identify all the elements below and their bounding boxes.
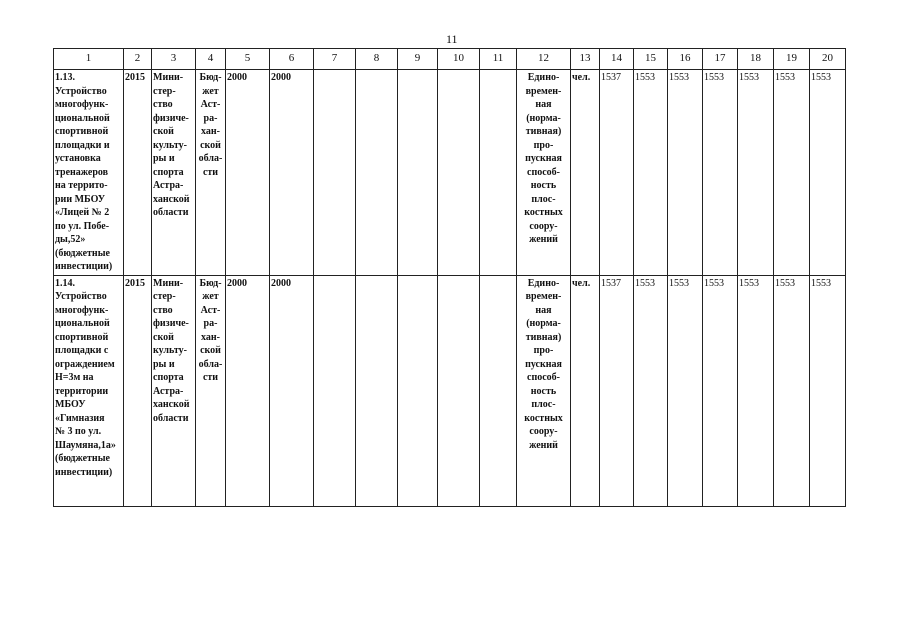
value-cell: 1553: [774, 275, 810, 506]
empty-cell: [398, 70, 438, 276]
header-cell: 8: [356, 49, 398, 70]
empty-cell: [314, 275, 356, 506]
header-cell: 17: [703, 49, 738, 70]
page-number: 11: [446, 32, 458, 46]
amount-cell: 2000: [226, 275, 270, 506]
header-cell: 5: [226, 49, 270, 70]
measure-name-cell: 1.14. Устройство многофунк- циональной спортивной площадки с ограждением H=3м на территории МБОУ «Гимназия № 3 по ул. Шаумяна,1а» (бюджетные инвестиции): [54, 275, 124, 506]
empty-cell: [438, 70, 480, 276]
value-cell: 1537: [600, 70, 634, 276]
indicator-cell: Едино- времен- ная (норма- тивная) про- пускная способ- ность плос- костных соору- жений: [517, 70, 571, 276]
header-cell: 9: [398, 49, 438, 70]
table-row: [54, 275, 846, 506]
header-cell: 10: [438, 49, 480, 70]
executor-cell: Мини- стер- ство физиче- ской культу- ры и спорта Астра- ханской области: [152, 70, 196, 276]
year-cell: 2015: [124, 70, 152, 276]
value-cell: 1553: [738, 70, 774, 276]
value-cell: 1553: [738, 275, 774, 506]
header-cell: 16: [668, 49, 703, 70]
amount-cell: 2000: [270, 275, 314, 506]
value-cell: 1553: [634, 70, 668, 276]
amount-cell: 2000: [270, 70, 314, 276]
unit-cell: чел.: [571, 275, 600, 506]
value-cell: 1553: [703, 70, 738, 276]
header-cell: 20: [810, 49, 846, 70]
empty-cell: [356, 275, 398, 506]
header-row: [54, 49, 846, 70]
value-cell: 1553: [668, 275, 703, 506]
amount-cell: 2000: [226, 70, 270, 276]
header-cell: 6: [270, 49, 314, 70]
year-cell: 2015: [124, 275, 152, 506]
value-cell: 1537: [600, 275, 634, 506]
header-cell: 18: [738, 49, 774, 70]
indicator-cell: Едино- времен- ная (норма- тивная) про- пускная способ- ность плос- костных соору- жений: [517, 275, 571, 506]
header-cell: 4: [196, 49, 226, 70]
unit-cell: чел.: [571, 70, 600, 276]
value-cell: 1553: [703, 275, 738, 506]
funding-source-cell: Бюд- жет Аст- ра- хан- ской обла- сти: [196, 275, 226, 506]
value-cell: 1553: [810, 70, 846, 276]
empty-cell: [438, 275, 480, 506]
header-cell: 14: [600, 49, 634, 70]
measure-name-cell: 1.13. Устройство многофунк- циональной спортивной площадки и установка тренажеров на террито- рии МБОУ «Лицей № 2 по ул. Побе- ды,52» (бюджетные инвестиции): [54, 70, 124, 276]
header-cell: 12: [517, 49, 571, 70]
header-cell: 15: [634, 49, 668, 70]
value-cell: 1553: [668, 70, 703, 276]
value-cell: 1553: [634, 275, 668, 506]
header-cell: 1: [54, 49, 124, 70]
empty-cell: [398, 275, 438, 506]
empty-cell: [356, 70, 398, 276]
empty-cell: [480, 70, 517, 276]
executor-cell: Мини- стер- ство физиче- ской культу- ры и спорта Астра- ханской области: [152, 275, 196, 506]
header-cell: 7: [314, 49, 356, 70]
value-cell: 1553: [810, 275, 846, 506]
header-cell: 11: [480, 49, 517, 70]
header-cell: 13: [571, 49, 600, 70]
data-table: [53, 48, 846, 507]
header-cell: 19: [774, 49, 810, 70]
value-cell: 1553: [774, 70, 810, 276]
empty-cell: [314, 70, 356, 276]
header-cell: 2: [124, 49, 152, 70]
table-row: [54, 70, 846, 276]
header-cell: 3: [152, 49, 196, 70]
funding-source-cell: Бюд- жет Аст- ра- хан- ской обла- сти: [196, 70, 226, 276]
empty-cell: [480, 275, 517, 506]
